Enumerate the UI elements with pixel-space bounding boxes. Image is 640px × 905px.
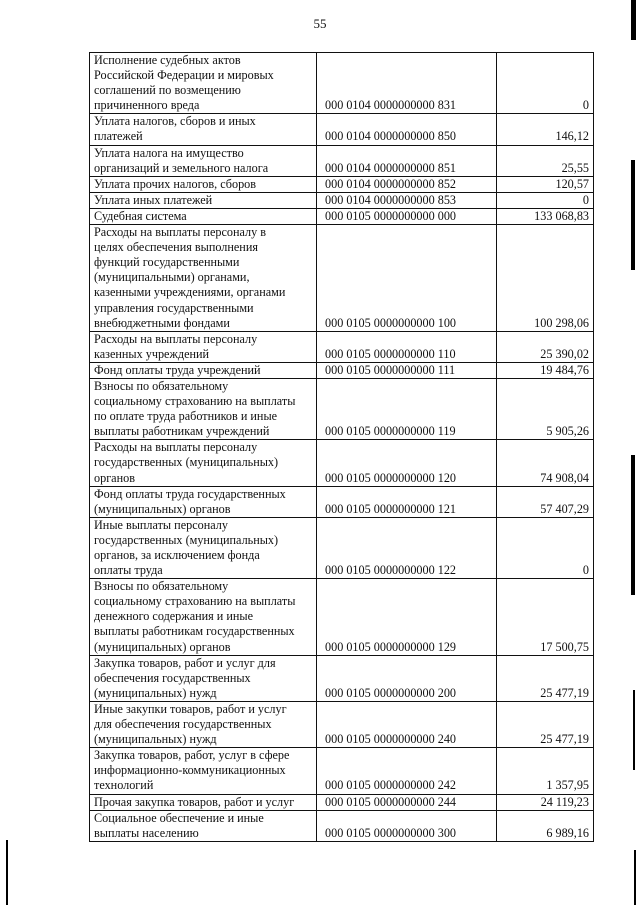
row-code-cell: 000 0105 0000000000 121	[317, 486, 497, 517]
row-name-cell: Социальное обеспечение и иные выплаты населению	[90, 810, 317, 841]
row-sum-cell: 24 119,23	[497, 794, 594, 810]
row-name-cell: Уплата налога на имущество организаций и земельного налога	[90, 145, 317, 176]
row-code-cell: 000 0105 0000000000 100	[317, 225, 497, 332]
page-number: 55	[313, 16, 327, 31]
row-name-cell: Уплата прочих налогов, сборов	[90, 176, 317, 192]
row-sum-cell: 100 298,06	[497, 225, 594, 332]
table-row	[90, 748, 594, 794]
row-sum-cell: 120,57	[497, 176, 594, 192]
table-row	[90, 440, 594, 486]
row-name-cell: Взносы по обязательному социальному страхованию на выплаты денежного содержания и иные выплаты работникам государственных (муниципальных) органов	[90, 579, 317, 655]
row-code-cell: 000 0105 0000000000 129	[317, 579, 497, 655]
scan-edge-mark	[631, 0, 636, 40]
row-name-cell: Закупка товаров, работ, услуг в сфере информационно-коммуникационных технологий	[90, 748, 317, 794]
row-name-cell: Уплата иных платежей	[90, 192, 317, 208]
row-sum-cell: 0	[497, 53, 594, 114]
scan-edge-mark	[631, 160, 635, 270]
table-row	[90, 208, 594, 224]
row-code-cell: 000 0105 0000000000 120	[317, 440, 497, 486]
row-name-cell: Расходы на выплаты персоналу в целях обеспечения выполнения функций государственными (муниципальными) органами, казенными учреждениями, органами управления государственными внебюджетными фондами	[90, 225, 317, 332]
row-sum-cell: 25 477,19	[497, 701, 594, 747]
table-row	[90, 362, 594, 378]
row-sum-cell: 1 357,95	[497, 748, 594, 794]
table-row	[90, 655, 594, 701]
row-code-cell: 000 0105 0000000000 111	[317, 362, 497, 378]
scan-edge-mark	[634, 850, 636, 905]
table-row	[90, 810, 594, 841]
table-row	[90, 225, 594, 332]
table-row	[90, 53, 594, 114]
row-code-cell: 000 0104 0000000000 850	[317, 114, 497, 145]
table-row	[90, 579, 594, 655]
scan-edge-mark	[631, 455, 635, 595]
row-name-cell: Расходы на выплаты персоналу казенных учреждений	[90, 331, 317, 362]
row-code-cell: 000 0104 0000000000 831	[317, 53, 497, 114]
row-code-cell: 000 0105 0000000000 244	[317, 794, 497, 810]
row-sum-cell: 19 484,76	[497, 362, 594, 378]
scan-edge-mark	[633, 690, 635, 770]
table-row	[90, 331, 594, 362]
table-row	[90, 176, 594, 192]
table-row	[90, 145, 594, 176]
budget-table	[89, 52, 594, 842]
row-name-cell: Фонд оплаты труда учреждений	[90, 362, 317, 378]
row-name-cell: Расходы на выплаты персоналу государственных (муниципальных) органов	[90, 440, 317, 486]
row-sum-cell: 25,55	[497, 145, 594, 176]
row-name-cell: Закупка товаров, работ и услуг для обеспечения государственных (муниципальных) нужд	[90, 655, 317, 701]
row-sum-cell: 5 905,26	[497, 378, 594, 439]
row-code-cell: 000 0104 0000000000 852	[317, 176, 497, 192]
scan-edge-mark	[6, 840, 8, 905]
row-name-cell: Исполнение судебных актов Российской Федерации и мировых соглашений по возмещению причиненного вреда	[90, 53, 317, 114]
row-sum-cell: 25 477,19	[497, 655, 594, 701]
row-sum-cell: 146,12	[497, 114, 594, 145]
row-code-cell: 000 0105 0000000000 119	[317, 378, 497, 439]
row-code-cell: 000 0104 0000000000 851	[317, 145, 497, 176]
table-row	[90, 517, 594, 578]
row-sum-cell: 74 908,04	[497, 440, 594, 486]
row-name-cell: Судебная система	[90, 208, 317, 224]
row-name-cell: Уплата налогов, сборов и иных платежей	[90, 114, 317, 145]
table-row	[90, 701, 594, 747]
row-sum-cell: 6 989,16	[497, 810, 594, 841]
table-row	[90, 486, 594, 517]
row-sum-cell: 57 407,29	[497, 486, 594, 517]
row-sum-cell: 133 068,83	[497, 208, 594, 224]
row-code-cell: 000 0105 0000000000 200	[317, 655, 497, 701]
table-row	[90, 378, 594, 439]
row-sum-cell: 0	[497, 517, 594, 578]
row-code-cell: 000 0104 0000000000 853	[317, 192, 497, 208]
row-code-cell: 000 0105 0000000000 242	[317, 748, 497, 794]
row-code-cell: 000 0105 0000000000 300	[317, 810, 497, 841]
row-sum-cell: 25 390,02	[497, 331, 594, 362]
row-sum-cell: 17 500,75	[497, 579, 594, 655]
row-name-cell: Прочая закупка товаров, работ и услуг	[90, 794, 317, 810]
table-row	[90, 114, 594, 145]
row-name-cell: Взносы по обязательному социальному страхованию на выплаты по оплате труда работников и иные выплаты работникам учреждений	[90, 378, 317, 439]
table-body	[90, 53, 594, 842]
table-row	[90, 794, 594, 810]
row-name-cell: Фонд оплаты труда государственных (муниципальных) органов	[90, 486, 317, 517]
row-code-cell: 000 0105 0000000000 122	[317, 517, 497, 578]
row-code-cell: 000 0105 0000000000 110	[317, 331, 497, 362]
row-name-cell: Иные выплаты персоналу государственных (муниципальных) органов, за исключением фонда оплаты труда	[90, 517, 317, 578]
row-name-cell: Иные закупки товаров, работ и услуг для обеспечения государственных (муниципальных) нужд	[90, 701, 317, 747]
row-sum-cell: 0	[497, 192, 594, 208]
row-code-cell: 000 0105 0000000000 000	[317, 208, 497, 224]
table-row	[90, 192, 594, 208]
row-code-cell: 000 0105 0000000000 240	[317, 701, 497, 747]
